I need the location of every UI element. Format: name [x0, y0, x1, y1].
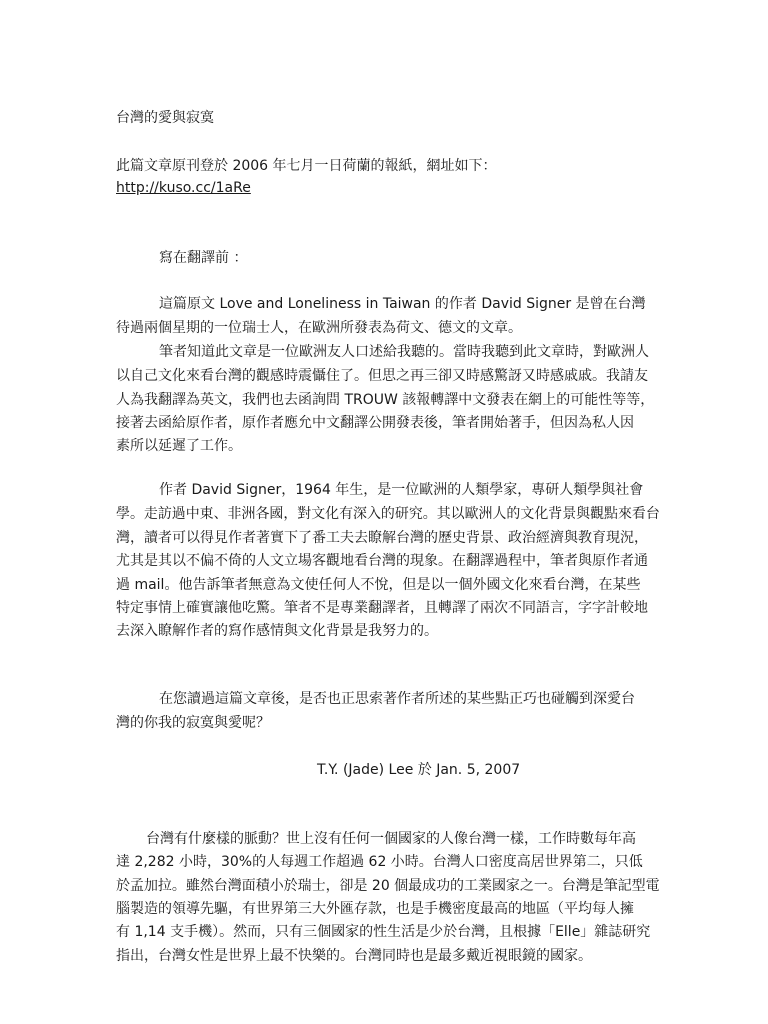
paragraph-line: 尤其是其以不偏不倚的人文立場客觀地看台灣的現象。在翻譯過程中，筆者與原作者通 — [116, 553, 648, 569]
paragraph-line: 以自己文化來看台灣的觀感時震懾住了。但思之再三卻又時感驚訝又時感戚戚。我請友 — [116, 368, 648, 384]
paragraph-line: 素所以延遲了工作。 — [116, 438, 242, 454]
preface-heading: 寫在翻譯前 ： — [159, 250, 248, 266]
paragraph-line: 台灣有什麼樣的脈動？世上沒有任何一個國家的人像台灣一樣，工作時數每年高 — [146, 831, 636, 847]
source-line: 此篇文章原刊登於 2006 年七月一日荷蘭的報紙，網址如下： — [116, 158, 497, 174]
paragraph-line: 在您讀過這篇文章後，是否也正思索著作者所述的某些點正巧也碰觸到深愛台 — [159, 691, 635, 707]
paragraph-line: 去深入瞭解作者的寫作感情與文化背景是我努力的。 — [116, 623, 438, 639]
paragraph-line: 筆者知道此文章是一位歐洲友人口述給我聽的。當時我聽到此文章時，對歐洲人 — [159, 344, 649, 360]
paragraph-line: 作者 David Signer，1964 年生，是一位歐洲的人類學家，專研人類學與社會 — [159, 482, 644, 498]
paragraph-line: 接著去函給原作者，原作者應允中文翻譯公開發表後，筆者開始著手，但因為私人因 — [116, 415, 634, 431]
paragraph-line: 腦製造的領導先驅，有世界第三大外匯存款，也是手機密度最高的地區（平均每人擁 — [116, 901, 634, 917]
source-url-link[interactable]: http://kuso.cc/1aRe — [116, 180, 251, 196]
paragraph-line: 學。走訪過中東、非洲各國，對文化有深入的研究。其以歐洲人的文化背景與觀點來看台 — [116, 506, 660, 522]
paragraph-line: 過 mail。他告訴筆者無意為文使任何人不悅，但是以一個外國文化來看台灣，在某些 — [116, 577, 641, 593]
paragraph-line: 灣，讀者可以得見作者著實下了番工夫去瞭解台灣的歷史背景、政治經濟與教育現況， — [116, 530, 648, 546]
paragraph-line: 指出，台灣女性是世界上最不快樂的。台灣同時也是最多戴近視眼鏡的國家。 — [116, 948, 592, 964]
paragraph-line: 這篇原文 Love and Loneliness in Taiwan 的作者 David Signer 是曾在台灣 — [159, 296, 646, 312]
paragraph-line: 達 2,282 小時，30%的人每週工作超過 62 小時。台灣人口密度高居世界第二，只低 — [116, 854, 643, 870]
paragraph-line: 於孟加拉。雖然台灣面積小於瑞士，卻是 20 個最成功的工業國家之一。台灣是筆記型電 — [116, 878, 660, 894]
document-title: 台灣的愛與寂寞 — [116, 110, 214, 126]
paragraph-line: 特定事情上確實讓他吃驚。筆者不是專業翻譯者，且轉譯了兩次不同語言，字字計較地 — [116, 600, 648, 616]
byline: T.Y. (Jade) Lee 於 Jan. 5, 2007 — [317, 762, 521, 778]
paragraph-line: 有 1,14 支手機）。然而，只有三個國家的性生活是少於台灣，且根據「Elle」雜誌研究 — [116, 924, 651, 940]
paragraph-line: 人為我翻譯為英文，我們也去函詢問 TROUW 該報轉譯中文發表在網上的可能性等等， — [116, 392, 655, 408]
paragraph-line: 待過兩個星期的一位瑞士人，在歐洲所發表為荷文、德文的文章。 — [116, 320, 522, 336]
paragraph-line: 灣的你我的寂寞與愛呢？ — [116, 715, 270, 731]
